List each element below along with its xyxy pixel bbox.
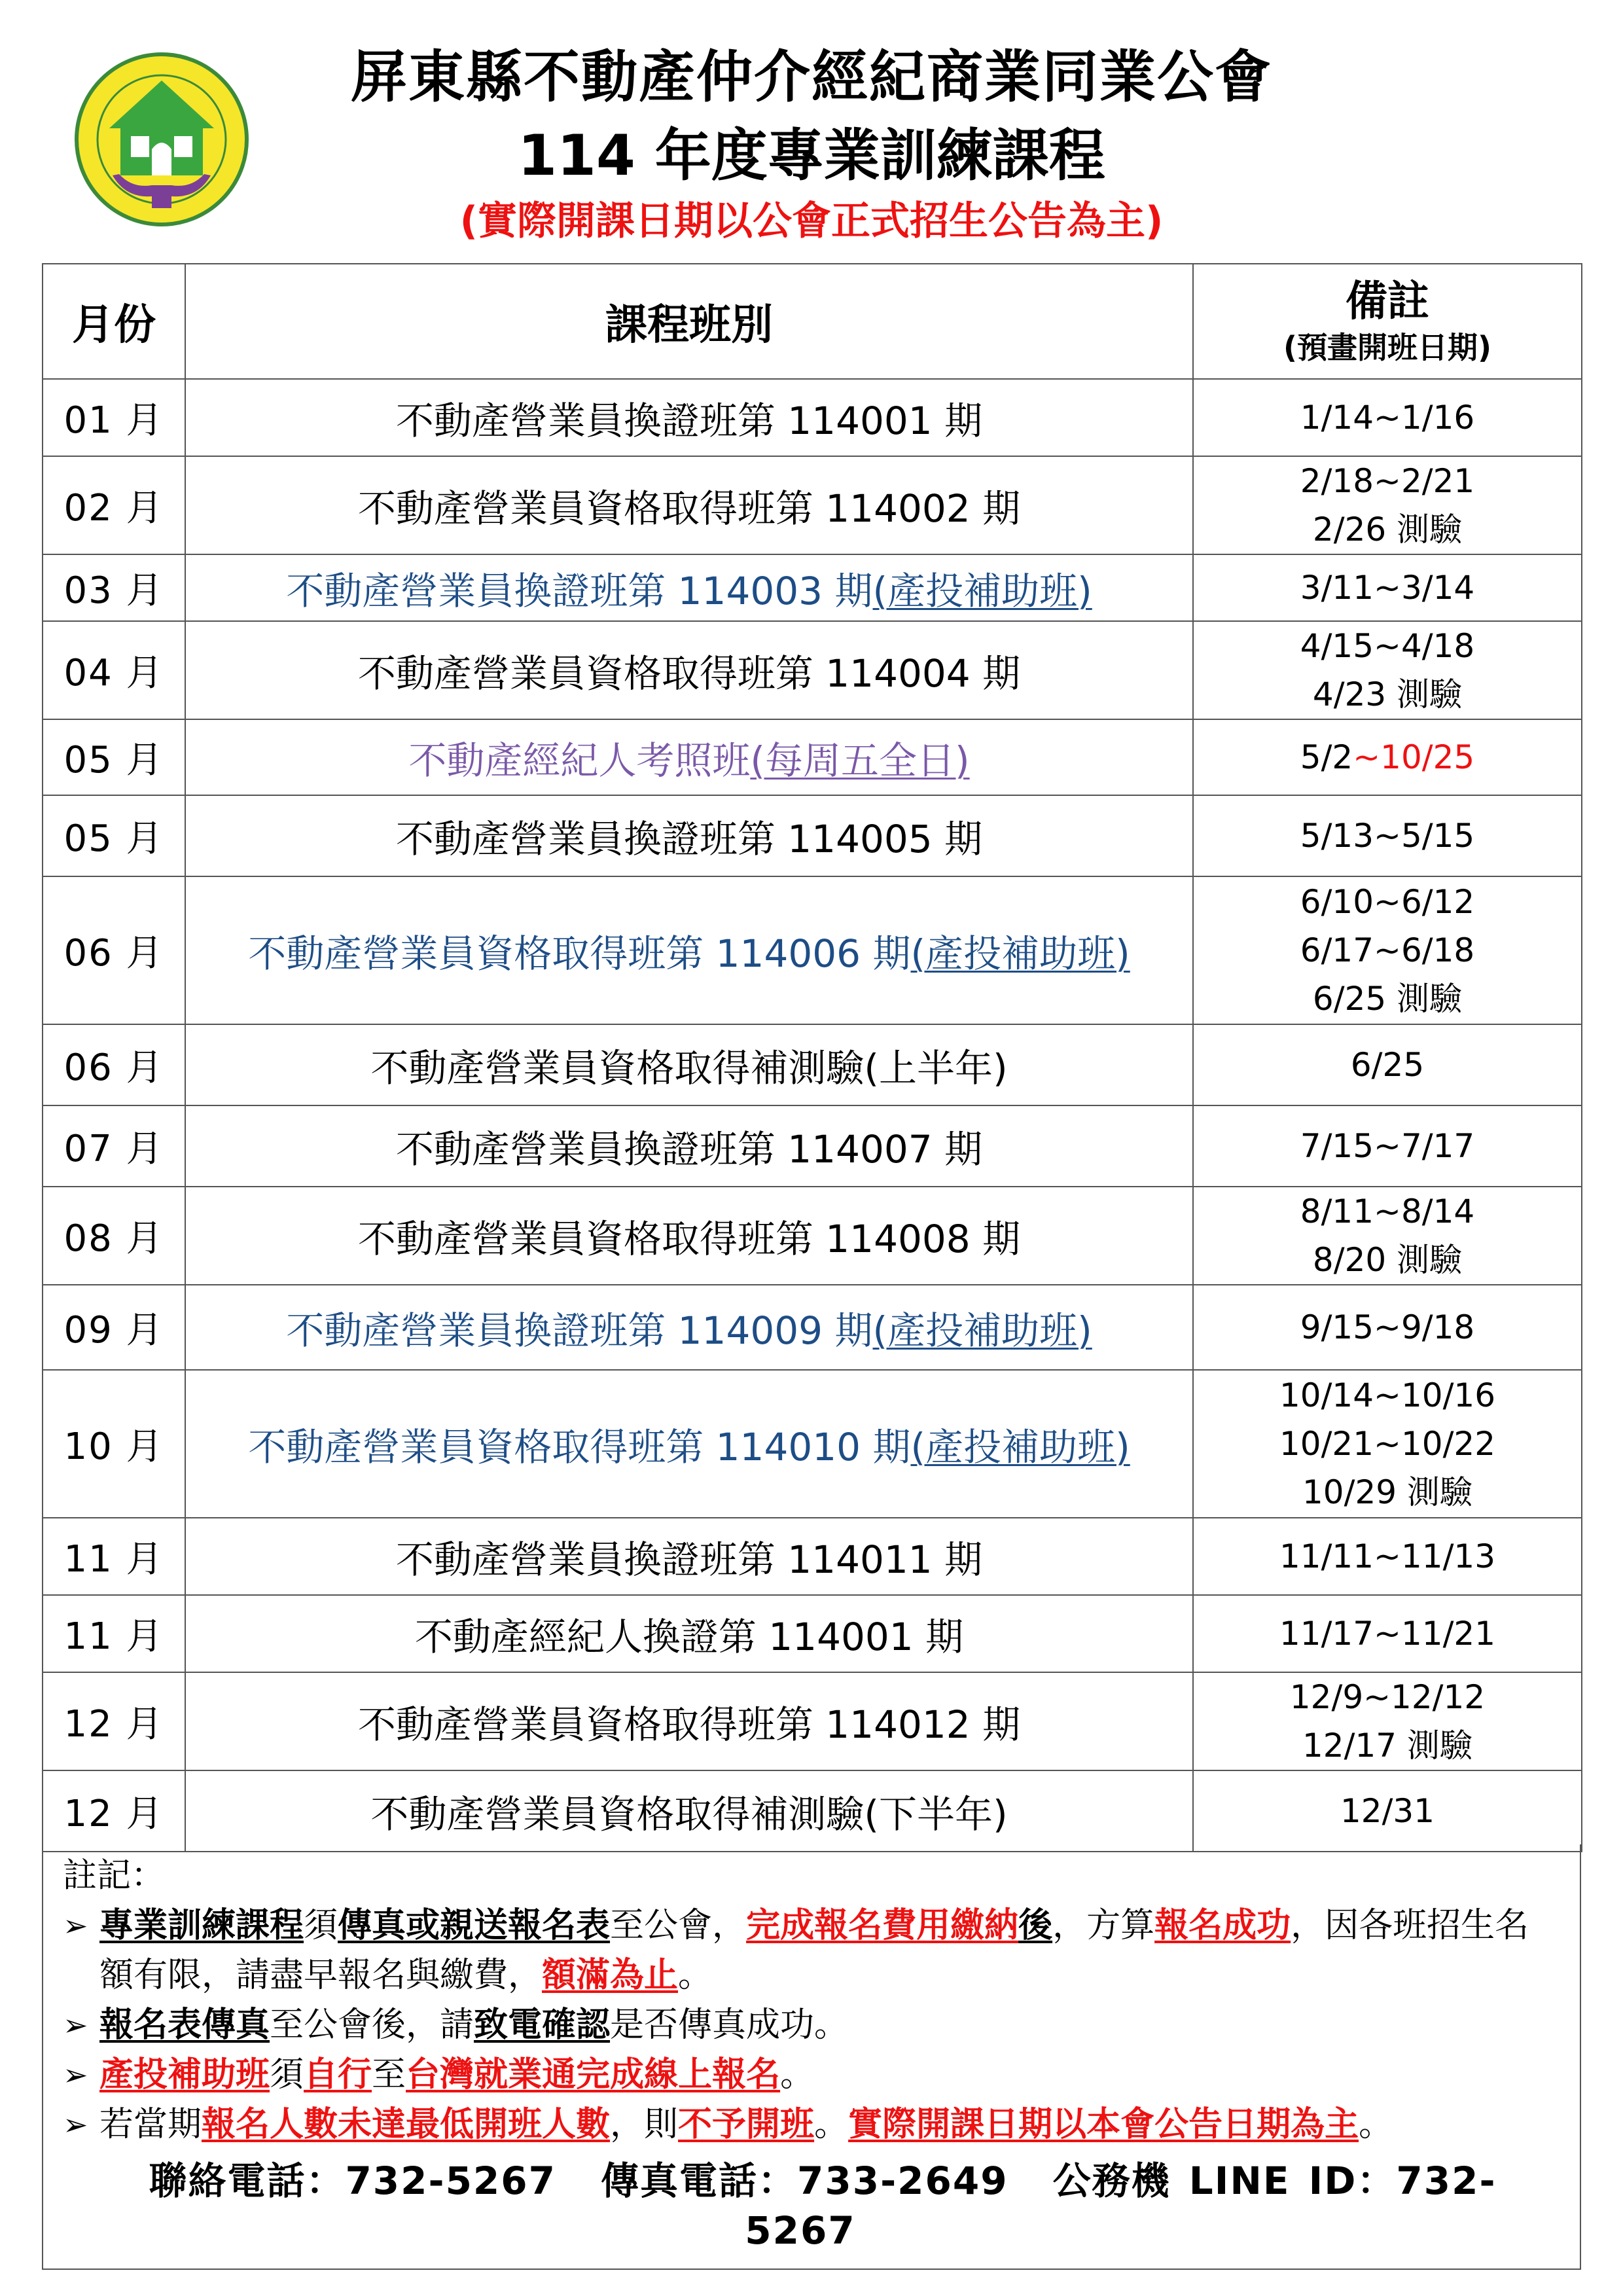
org-name: 屏東縣不動產仲介經紀商業同業公會 — [351, 45, 1272, 110]
course-name: 不動產經紀人考照班 — [408, 738, 751, 783]
course-name: 不動產營業員換證班第 114005 期 — [395, 817, 983, 861]
note-line: 9/15~9/18 — [1300, 1308, 1475, 1346]
remark-text: 台灣就業通完成線上報名 — [406, 2055, 781, 2094]
note-line: 10/14~10/16 — [1279, 1376, 1496, 1414]
remark-text: 額滿為止 — [542, 1956, 679, 1995]
remark-text: 實際開課日期以本會公告日期為主 — [848, 2105, 1359, 2144]
remark-text: ，方算 — [1052, 1906, 1155, 1945]
table-row — [43, 379, 1582, 456]
remark-text: 至公會後，請 — [270, 2005, 474, 2045]
bullet-arrow-icon: ➢ — [63, 2107, 88, 2142]
row-month: 06 月 — [43, 876, 185, 1024]
remarks-heading: 註記： — [63, 1856, 166, 1895]
row-course — [185, 554, 1193, 621]
note-line: 8/11~8/14 — [1300, 1193, 1475, 1230]
table-row — [43, 554, 1582, 621]
course-name: 不動產營業員資格取得班第 114010 期 — [248, 1425, 911, 1469]
course-name: 不動產營業員資格取得補測驗(上半年) — [370, 1046, 1008, 1090]
course-name: 不動產營業員資格取得班第 114012 期 — [357, 1702, 1021, 1747]
row-month: 03 月 — [43, 554, 185, 621]
table-row — [43, 1518, 1582, 1595]
row-month: 04 月 — [43, 621, 185, 719]
note-line: 12/17 測驗 — [1302, 1727, 1472, 1765]
row-course — [185, 1285, 1193, 1370]
row-month: 11 月 — [43, 1518, 185, 1595]
row-course — [185, 1024, 1193, 1105]
remark-text: 專業訓練課程 — [99, 1906, 304, 1945]
note-line: 6/25 測驗 — [1312, 980, 1463, 1018]
course-name: 不動產營業員換證班第 114003 期 — [286, 569, 873, 613]
note-line: 12/9~12/12 — [1289, 1678, 1486, 1716]
header-course: 課程班別 — [185, 264, 1193, 379]
row-month: 10 月 — [43, 1370, 185, 1518]
bullet-arrow-icon: ➢ — [63, 2057, 88, 2092]
association-logo-icon — [73, 51, 250, 228]
row-course — [185, 1672, 1193, 1770]
remark-text: 致電確認 — [474, 2005, 611, 2045]
remark-text: 報名表傳真 — [99, 2005, 270, 2045]
table-row — [43, 1105, 1582, 1187]
remark-text: 至公會， — [610, 1906, 747, 1945]
course-name: 不動產營業員資格取得班第 114004 期 — [357, 651, 1021, 696]
document-header — [249, 38, 1374, 247]
table-header-row — [43, 264, 1582, 379]
row-course — [185, 1770, 1193, 1852]
note-line: 1/14~1/16 — [1300, 399, 1475, 437]
note-line: 4/15~4/18 — [1300, 627, 1475, 665]
course-suffix: (產投補助班) — [910, 1425, 1130, 1469]
note-date: 5/2 — [1300, 738, 1353, 776]
row-note — [1193, 1187, 1582, 1285]
header-note-subtitle: (預畫開班日期) — [1283, 330, 1492, 365]
row-note — [1193, 1285, 1582, 1370]
contact-line-id: 公務機 LINE ID：732-5267 — [745, 2159, 1497, 2253]
row-month: 08 月 — [43, 1187, 185, 1285]
row-month: 05 月 — [43, 795, 185, 876]
row-note — [1193, 1105, 1582, 1187]
course-suffix: (每周五全日) — [750, 738, 970, 783]
remark-item-3 — [63, 2050, 1560, 2100]
note-line: 11/17~11/21 — [1279, 1615, 1496, 1653]
table-row — [43, 456, 1582, 554]
remark-text: 是否傳真成功。 — [610, 2005, 849, 2045]
note-date-end: ~10/25 — [1353, 738, 1475, 776]
table-row — [43, 795, 1582, 876]
table-row — [43, 1187, 1582, 1285]
row-course — [185, 719, 1193, 795]
course-name: 不動產經紀人換證第 114001 期 — [414, 1615, 964, 1659]
remark-text: ，因各班招生名額有限，請盡早報名與繳費， — [99, 1906, 1529, 1995]
contact-info — [63, 2156, 1560, 2255]
note-line: 8/20 測驗 — [1312, 1241, 1463, 1279]
remarks-section — [42, 1844, 1581, 2270]
row-month: 05 月 — [43, 719, 185, 795]
row-course — [185, 379, 1193, 456]
row-note — [1193, 1672, 1582, 1770]
remark-text: 報名人數未達最低開班人數 — [202, 2105, 611, 2144]
table-row — [43, 876, 1582, 1024]
remark-item-2 — [63, 2000, 1560, 2050]
row-course — [185, 1595, 1193, 1672]
remark-text: 。 — [814, 2105, 849, 2144]
note-line: 6/25 — [1350, 1046, 1425, 1084]
remark-text: 。 — [678, 1956, 713, 1995]
remark-text: 不予開班 — [678, 2105, 815, 2144]
remark-text: 須 — [270, 2055, 304, 2094]
row-month: 06 月 — [43, 1024, 185, 1105]
contact-fax: 傳真電話：733-2649 — [601, 2159, 1008, 2203]
note-line: 5/13~5/15 — [1300, 817, 1475, 855]
course-suffix: (產投補助班) — [872, 1308, 1092, 1353]
row-note — [1193, 1770, 1582, 1852]
note-line: 11/11~11/13 — [1279, 1537, 1496, 1575]
remark-text: 完成報名費用繳納 — [746, 1906, 1019, 1945]
remark-text: 後 — [1018, 1906, 1053, 1945]
course-name: 不動產營業員換證班第 114009 期 — [286, 1308, 873, 1353]
remark-item-4 — [63, 2100, 1560, 2149]
note-line: 2/18~2/21 — [1300, 462, 1475, 500]
header-note-title: 備註 — [1346, 278, 1429, 326]
table-row — [43, 621, 1582, 719]
course-name: 不動產營業員換證班第 114011 期 — [395, 1537, 983, 1582]
row-course — [185, 1187, 1193, 1285]
row-note — [1193, 379, 1582, 456]
row-note — [1193, 456, 1582, 554]
note-line: 6/10~6/12 — [1300, 883, 1475, 921]
row-note — [1193, 876, 1582, 1024]
row-month: 09 月 — [43, 1285, 185, 1370]
table-row — [43, 1285, 1582, 1370]
row-month: 12 月 — [43, 1672, 185, 1770]
course-name: 不動產營業員換證班第 114007 期 — [395, 1127, 983, 1172]
row-course — [185, 621, 1193, 719]
row-month: 12 月 — [43, 1770, 185, 1852]
table-row — [43, 719, 1582, 795]
row-course — [185, 1518, 1193, 1595]
table-row — [43, 1595, 1582, 1672]
remark-item-1 — [63, 1901, 1560, 2000]
course-name: 不動產營業員資格取得班第 114006 期 — [248, 931, 911, 976]
row-note — [1193, 1595, 1582, 1672]
row-note — [1193, 719, 1582, 795]
schedule-body — [43, 379, 1582, 1852]
remark-text: 。 — [780, 2055, 815, 2094]
note-line: 4/23 測驗 — [1312, 675, 1463, 713]
note-line: 3/11~3/14 — [1300, 569, 1475, 607]
bullet-arrow-icon: ➢ — [63, 2007, 88, 2043]
header-note — [1193, 264, 1582, 379]
schedule-table — [42, 263, 1582, 1852]
table-row — [43, 1024, 1582, 1105]
note-line: 6/17~6/18 — [1300, 931, 1475, 969]
course-name: 不動產營業員資格取得補測驗(下半年) — [370, 1792, 1008, 1837]
course-suffix: (產投補助班) — [910, 931, 1130, 976]
bullet-arrow-icon: ➢ — [63, 1908, 88, 1943]
row-course — [185, 456, 1193, 554]
row-month: 11 月 — [43, 1595, 185, 1672]
remark-text: 自行 — [304, 2055, 372, 2094]
row-note — [1193, 554, 1582, 621]
remark-text: 若當期 — [99, 2105, 202, 2144]
row-course — [185, 1105, 1193, 1187]
row-note — [1193, 621, 1582, 719]
note-line: 10/29 測驗 — [1302, 1473, 1472, 1511]
subtitle-notice: (實際開課日期以公會正式招生公告為主) — [459, 198, 1164, 244]
contact-phone: 聯絡電話：732-5267 — [149, 2159, 557, 2203]
table-row — [43, 1370, 1582, 1518]
row-note — [1193, 1370, 1582, 1518]
row-course — [185, 1370, 1193, 1518]
header-month: 月份 — [43, 264, 185, 379]
course-name: 不動產營業員資格取得班第 114002 期 — [357, 486, 1021, 531]
course-name: 不動產營業員換證班第 114001 期 — [395, 399, 983, 443]
remark-text: 報名成功 — [1154, 1906, 1291, 1945]
row-note — [1193, 1518, 1582, 1595]
row-note — [1193, 795, 1582, 876]
remark-text: ，則 — [610, 2105, 679, 2144]
note-line: 7/15~7/17 — [1300, 1127, 1475, 1165]
row-course — [185, 876, 1193, 1024]
remark-text: 傳真或親送報名表 — [338, 1906, 611, 1945]
row-course — [185, 795, 1193, 876]
row-month: 02 月 — [43, 456, 185, 554]
table-row — [43, 1672, 1582, 1770]
table-row — [43, 1770, 1582, 1852]
course-title: 114 年度專業訓練課程 — [518, 123, 1105, 188]
remark-text: 產投補助班 — [99, 2055, 270, 2094]
remark-text: 至 — [372, 2055, 406, 2094]
remark-text: 。 — [1359, 2105, 1393, 2144]
row-note — [1193, 1024, 1582, 1105]
remark-text: 須 — [304, 1906, 338, 1945]
row-month: 01 月 — [43, 379, 185, 456]
course-name: 不動產營業員資格取得班第 114008 期 — [357, 1217, 1021, 1261]
row-month: 07 月 — [43, 1105, 185, 1187]
note-line: 2/26 測驗 — [1312, 511, 1463, 548]
note-line: 12/31 — [1340, 1792, 1435, 1830]
note-line: 10/21~10/22 — [1279, 1425, 1496, 1463]
course-suffix: (產投補助班) — [872, 569, 1092, 613]
